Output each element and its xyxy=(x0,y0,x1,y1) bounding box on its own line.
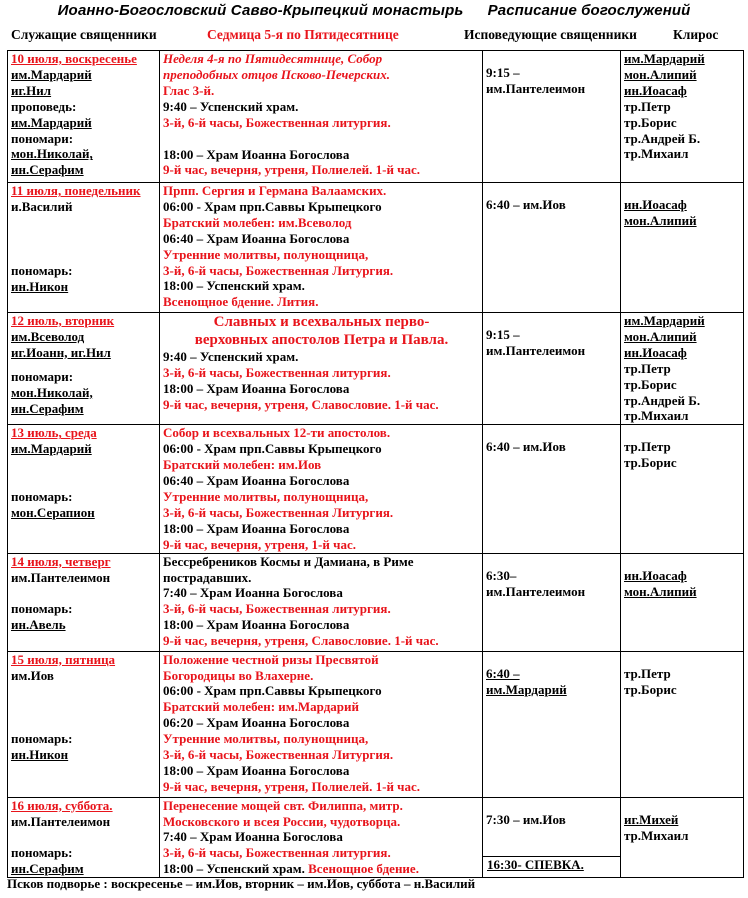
service-line: Славных и всехвальных перво- xyxy=(213,314,430,330)
confession-cell xyxy=(483,651,621,797)
choir-line: тр.Андрей Б. xyxy=(624,130,701,146)
service-line: Бессребреников Космы и Дамиана, в Риме xyxy=(163,553,414,569)
day-row xyxy=(8,651,744,797)
day-row xyxy=(8,51,744,183)
day-row xyxy=(8,553,744,651)
choir-line: тр.Михаил xyxy=(624,827,689,843)
service-line: Утренние молитвы, полунощница, xyxy=(163,488,369,504)
confession-line: 7:30 – им.Иов xyxy=(486,811,566,827)
confession-line: им.Пантелеимон xyxy=(486,342,586,358)
service-line: Утренние молитвы, полунощница, xyxy=(163,246,369,262)
service-text: 18:00 – Успенский храм. xyxy=(163,861,305,877)
service-line: 18:00 – Храм Иоанна Богослова xyxy=(163,146,350,162)
confession-line: 6:40 – xyxy=(486,665,520,681)
service-line: 06:00 - Храм прп.Саввы Крыпецкого xyxy=(163,441,382,457)
service-line: 18:00 – Храм Иоанна Богослова xyxy=(163,380,350,396)
schedule-table xyxy=(7,50,744,878)
choir-cell xyxy=(621,797,744,878)
day-date: 15 июля, пятница xyxy=(11,651,116,667)
schedule-title: Расписание богослужений xyxy=(487,2,691,19)
clergy-line: пономарь: xyxy=(11,845,73,861)
clergy-line: пономарь: xyxy=(11,601,73,617)
choir-line: иг.Михей xyxy=(624,811,679,827)
service-line: Перенесение мощей свт. Филиппа, митр. xyxy=(163,797,403,813)
choir-line: тр.Петр xyxy=(624,439,671,455)
choir-line: тр.Борис xyxy=(624,114,677,130)
day-row xyxy=(8,183,744,313)
service-line: Собор и всехвальных 12-ти апостолов. xyxy=(163,425,391,441)
header-priests: Служащие священники xyxy=(11,27,157,42)
service-line: 18:00 – Храм Иоанна Богослова xyxy=(163,617,350,633)
day-date: 10 июля, воскресенье xyxy=(11,51,137,66)
service-line: Братский молебен: им.Иов xyxy=(163,457,322,473)
choir-cell xyxy=(621,651,744,797)
service-line: Утренние молитвы, полунощница, xyxy=(163,731,369,747)
service-line: Всенощное бдение. Лития. xyxy=(163,294,319,310)
choir-cell xyxy=(621,553,744,651)
clergy-cell xyxy=(8,51,160,183)
rehearsal-text: 16:30- СПЕВКА. xyxy=(487,857,584,873)
service-line: 9-й час, вечерня, утреня, Полиелей. 1-й час. xyxy=(163,778,421,794)
service-line: 3-й, 6-й часы, Божественная литургия. xyxy=(163,845,391,861)
service-line: Прпп. Сергия и Германа Валаамских. xyxy=(163,183,387,198)
services-cell xyxy=(160,797,483,878)
service-line: пострадавших. xyxy=(163,569,252,585)
service-line: 3-й, 6-й часы, Божественная Литургия. xyxy=(163,504,394,520)
choir-line: мон.Алипий xyxy=(624,212,697,228)
clergy-line: им.Мардарий xyxy=(11,66,92,82)
confession-cell xyxy=(483,313,621,425)
service-line: 3-й, 6-й часы, Божественная Литургия. xyxy=(163,747,394,763)
service-line: Положение честной ризы Пресвятой xyxy=(163,651,379,667)
confession-cell xyxy=(483,425,621,553)
choir-line: тр.Борис xyxy=(624,455,677,471)
clergy-line: им.Всеволод xyxy=(11,328,85,344)
clergy-spacer xyxy=(11,457,157,489)
clergy-line: пономарь: xyxy=(11,731,73,747)
clergy-line: им.Пантелеимон xyxy=(11,813,111,829)
choir-cell xyxy=(621,183,744,313)
clergy-spacer xyxy=(11,585,157,601)
confession-line: 6:30– xyxy=(486,567,517,583)
service-line: Глас 3-й. xyxy=(163,82,215,98)
clergy-line: ин.Серафим xyxy=(11,400,84,416)
clergy-line: ин.Авель xyxy=(11,617,66,633)
clergy-line: им.Иов xyxy=(11,667,54,683)
choir-line: ин.Иоасаф xyxy=(624,344,687,360)
monastery-name: Иоанно-Богословский Савво-Крыпецкий монастырь xyxy=(57,2,464,19)
service-line: 9:40 – Успенский храм. xyxy=(163,98,299,114)
header-week: Седмица 5-я по Пятидесятнице xyxy=(207,27,399,42)
service-line: 9:40 – Успенский храм. xyxy=(163,349,299,364)
choir-line: тр.Петр xyxy=(624,665,671,681)
services-cell xyxy=(160,313,483,425)
choir-line: тр.Андрей Б. xyxy=(624,392,701,408)
service-line: преподобных отцов Псково-Печерских. xyxy=(163,66,390,82)
clergy-line: ин.Серафим xyxy=(11,861,84,877)
clergy-line: им.Мардарий xyxy=(11,114,92,130)
clergy-line: им.Пантелеимон xyxy=(11,569,111,585)
service-line: 9-й час, вечерня, утреня, 1-й час. xyxy=(163,536,356,552)
day-row xyxy=(8,425,744,553)
confession-cell xyxy=(483,183,621,313)
service-line: Московского и всея России, чудотворца. xyxy=(163,813,401,829)
confession-line: 6:40 – им.Иов xyxy=(486,197,566,212)
confession-line: им.Пантелеимон xyxy=(486,80,586,96)
service-line: 06:00 - Храм прп.Саввы Крыпецкого xyxy=(163,683,382,699)
confession-cell xyxy=(483,51,621,183)
day-date: 16 июля, суббота. xyxy=(11,797,113,813)
clergy-cell xyxy=(8,425,160,553)
choir-line: мон.Алипий xyxy=(624,66,697,82)
clergy-line: проповедь: xyxy=(11,98,77,114)
clergy-spacer xyxy=(11,829,157,845)
service-line: 18:00 – Храм Иоанна Богослова xyxy=(163,762,350,778)
choir-cell xyxy=(621,313,744,425)
service-line: 9-й час, вечерня, утреня, Славословие. 1-й час. xyxy=(163,633,439,649)
clergy-line: ин.Никон xyxy=(11,747,69,763)
choir-cell xyxy=(621,51,744,183)
clergy-spacer xyxy=(11,361,157,369)
choir-line: ин.Иоасаф xyxy=(624,197,687,212)
clergy-cell xyxy=(8,651,160,797)
day-date: 11 июля, понедельник xyxy=(11,183,141,198)
clergy-line: пономари: xyxy=(11,368,74,384)
clergy-line: иг.Иоанн, иг.Нил xyxy=(11,344,111,360)
clergy-cell xyxy=(8,313,160,425)
service-line xyxy=(163,131,480,147)
clergy-line: ин.Никон xyxy=(11,278,69,294)
clergy-line: пономарь: xyxy=(11,489,73,505)
rehearsal-note xyxy=(483,856,620,877)
service-line: 9-й час, вечерня, утреня, Полиелей. 1-й час. xyxy=(163,162,421,178)
service-line xyxy=(163,861,480,877)
choir-line: тр.Петр xyxy=(624,98,671,114)
choir-line: тр.Михаил xyxy=(624,408,689,424)
choir-line: ин.Иоасаф xyxy=(624,567,687,583)
choir-line: им.Мардарий xyxy=(624,51,705,66)
service-line: 3-й, 6-й часы, Божественная Литургия. xyxy=(163,262,394,278)
services-cell xyxy=(160,651,483,797)
choir-line: тр.Михаил xyxy=(624,146,689,162)
clergy-spacer xyxy=(11,215,157,263)
clergy-line: пономари: xyxy=(11,130,74,146)
day-date: 13 июль, среда xyxy=(11,425,97,441)
services-cell xyxy=(160,425,483,553)
choir-line: тр.Петр xyxy=(624,360,671,376)
clergy-line: и.Василий xyxy=(11,198,73,214)
confession-line: им.Пантелеимон xyxy=(486,583,586,599)
confession-line: 9:15 – xyxy=(486,65,520,80)
service-text: Всенощное бдение. xyxy=(308,861,419,877)
clergy-cell xyxy=(8,797,160,878)
clergy-line: ин.Серафим xyxy=(11,162,84,178)
service-line: Неделя 4-я по Пятидесятнице, Собор xyxy=(163,51,383,66)
clergy-line: пономарь: xyxy=(11,262,73,278)
choir-line: мон.Алипий xyxy=(624,583,697,599)
choir-line: им.Мардарий xyxy=(624,313,705,328)
service-line: Братский молебен: им.Мардарий xyxy=(163,699,359,715)
service-line: 7:40 – Храм Иоанна Богослова xyxy=(163,585,343,601)
header-choir: Клирос xyxy=(673,27,719,42)
clergy-line: мон.Серапион xyxy=(11,505,95,521)
clergy-cell xyxy=(8,183,160,313)
service-line: 06:40 – Храм Иоанна Богослова xyxy=(163,230,350,246)
day-date: 12 июль, вторник xyxy=(11,313,115,328)
header-confessors: Исповедующие священники xyxy=(464,27,637,42)
service-line: 06:00 - Храм прп.Саввы Крыпецкого xyxy=(163,198,382,214)
service-line: 18:00 – Успенский храм. xyxy=(163,278,305,294)
confession-cell xyxy=(483,797,621,878)
clergy-spacer xyxy=(11,683,157,731)
confession-cell xyxy=(483,553,621,651)
footer-note: Псков подворье : воскресенье – им.Иов, вторник – им.Иов, суббота – н.Василий xyxy=(7,876,476,891)
service-line: Братский молебен: им.Всеволод xyxy=(163,214,352,230)
service-line: Богородицы во Влахерне. xyxy=(163,667,314,683)
confession-line: 6:40 – им.Иов xyxy=(486,439,566,455)
clergy-cell xyxy=(8,553,160,651)
service-line: 9-й час, вечерня, утреня, Славословие. 1-й час. xyxy=(163,396,439,412)
service-line: 3-й, 6-й часы, Божественная литургия. xyxy=(163,114,391,130)
choir-cell xyxy=(621,425,744,553)
clergy-line: им.Мардарий xyxy=(11,441,92,457)
service-line: верховных апостолов Петра и Павла. xyxy=(194,332,449,348)
services-cell xyxy=(160,183,483,313)
clergy-line: мон.Николай, xyxy=(11,384,93,400)
service-line: 18:00 – Храм Иоанна Богослова xyxy=(163,520,350,536)
service-line: 7:40 – Храм Иоанна Богослова xyxy=(163,829,343,845)
choir-line: тр.Борис xyxy=(624,376,677,392)
service-line: 06:40 – Храм Иоанна Богослова xyxy=(163,473,350,489)
choir-line: ин.Иоасаф xyxy=(624,82,687,98)
services-cell xyxy=(160,553,483,651)
choir-line: тр.Борис xyxy=(624,681,677,697)
day-date: 14 июля, четверг xyxy=(11,553,111,569)
clergy-line: мон.Николай, xyxy=(11,146,93,162)
service-line: 3-й, 6-й часы, Божественная литургия. xyxy=(163,601,391,617)
confession-line: 9:15 – xyxy=(486,327,520,342)
day-row xyxy=(8,797,744,878)
service-line: 06:20 – Храм Иоанна Богослова xyxy=(163,715,350,731)
day-row xyxy=(8,313,744,425)
clergy-line: иг.Нил xyxy=(11,82,52,98)
service-line: 3-й, 6-й часы, Божественная литургия. xyxy=(163,364,391,380)
services-cell xyxy=(160,51,483,183)
choir-line: мон.Алипий xyxy=(624,328,697,344)
confession-line: им.Мардарий xyxy=(486,681,567,697)
page-title xyxy=(0,2,748,19)
